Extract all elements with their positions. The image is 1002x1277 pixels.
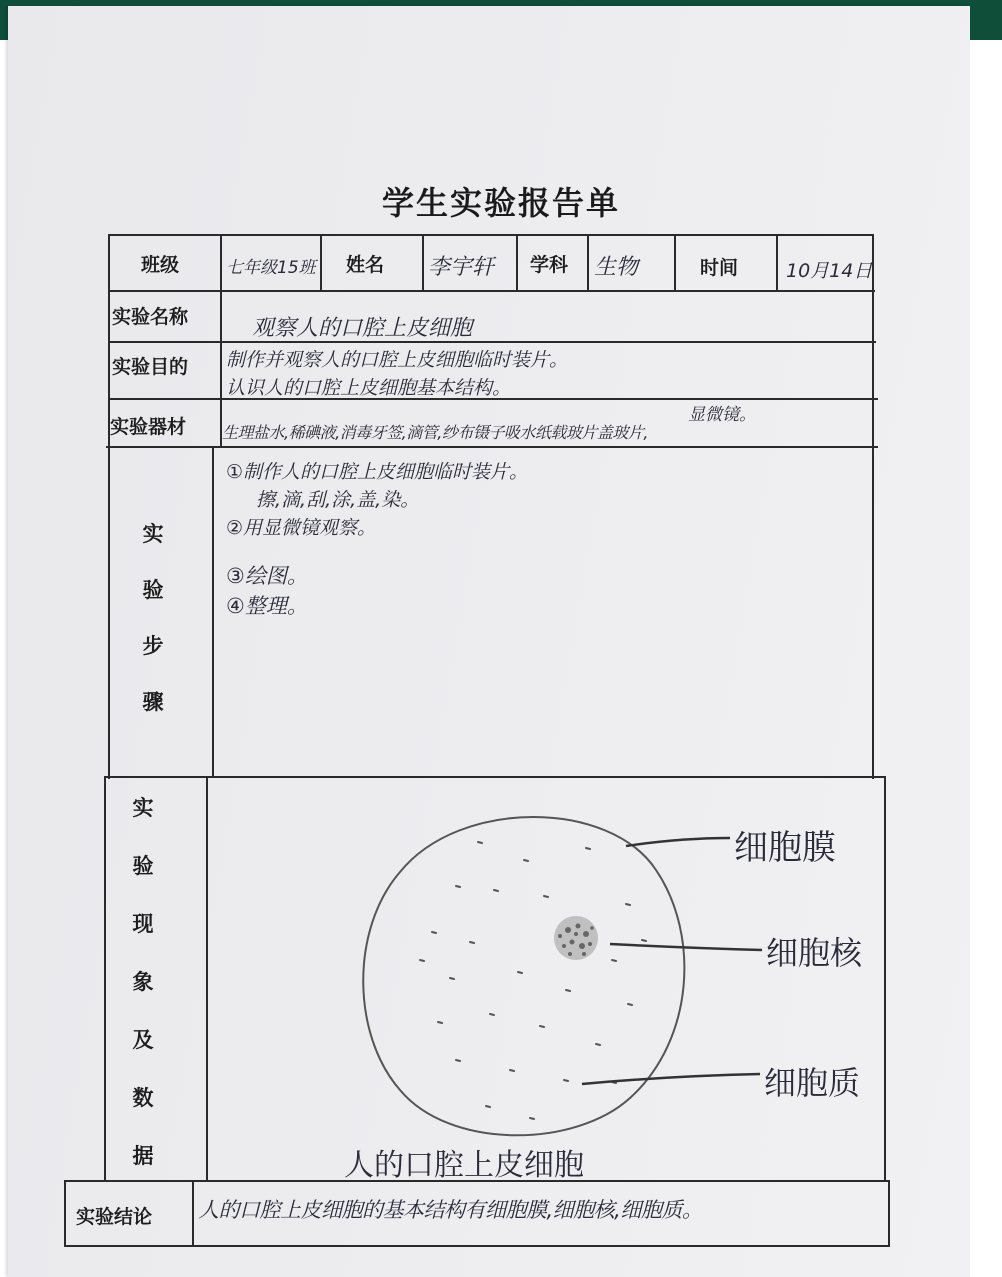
experiment-conclusion-value: 人的口腔上皮细胞的基本结构有细胞膜,细胞核,细胞质。 <box>198 1198 703 1222</box>
experiment-purpose-line-1: 制作并观察人的口腔上皮细胞临时装片。 <box>226 349 569 371</box>
experiment-materials-value: 生理盐水,稀碘液,消毒牙签,滴管,纱布镊子吸水纸载玻片盖玻片, <box>222 423 648 442</box>
time-label: 时间 <box>700 257 739 279</box>
experiment-observation-label-char-5: 及 <box>132 1027 154 1052</box>
drawing-caption: 人的口腔上皮细胞 <box>344 1148 584 1183</box>
experiment-purpose-label: 实验目的 <box>112 356 189 378</box>
cytoplasm-label: 细胞质 <box>764 1064 861 1102</box>
experiment-name-value: 观察人的口腔上皮细胞 <box>252 316 473 341</box>
experiment-step-1: ①制作人的口腔上皮细胞临时装片。 <box>226 461 529 483</box>
experiment-step-4: ④整理。 <box>226 594 308 618</box>
subject-value: 生物 <box>594 255 639 280</box>
experiment-steps-label-char-1: 实 <box>142 521 164 546</box>
experiment-name-label: 实验名称 <box>112 306 189 328</box>
subject-label: 学科 <box>530 254 569 276</box>
experiment-materials-label: 实验器材 <box>110 416 187 438</box>
name-label: 姓名 <box>346 254 385 276</box>
name-value: 李宇轩 <box>428 255 495 280</box>
report-title: 学生实验报告单 <box>381 184 620 222</box>
time-value: 10月14日 <box>786 260 873 282</box>
class-value: 七年级15班 <box>226 258 316 278</box>
experiment-step-1-detail: 擦,滴,刮,涂,盖,染。 <box>256 489 420 511</box>
experiment-observation-label-char-1: 实 <box>132 795 154 820</box>
experiment-observation-label-char-4: 象 <box>132 969 154 994</box>
experiment-observation-label-char-6: 数 <box>132 1085 154 1110</box>
experiment-observation-label-char-7: 据 <box>132 1143 154 1168</box>
experiment-step-2: ②用显微镜观察。 <box>226 517 377 539</box>
experiment-observation-label-char-3: 现 <box>132 911 154 936</box>
experiment-steps-label-char-4: 骤 <box>142 689 164 714</box>
experiment-steps-label-char-3: 步 <box>142 633 164 658</box>
experiment-purpose-line-2: 认识人的口腔上皮细胞基本结构。 <box>226 377 512 399</box>
experiment-conclusion-label: 实验结论 <box>76 1206 153 1228</box>
experiment-steps-label-char-2: 验 <box>142 577 164 602</box>
class-label: 班级 <box>141 254 180 276</box>
experiment-materials-extra: 显微镜。 <box>688 405 756 425</box>
cell-membrane-label: 细胞膜 <box>734 828 836 868</box>
experiment-observation-label-char-2: 验 <box>132 853 154 878</box>
experiment-step-3: ③绘图。 <box>226 564 308 588</box>
cell-nucleus-label: 细胞核 <box>766 934 863 972</box>
